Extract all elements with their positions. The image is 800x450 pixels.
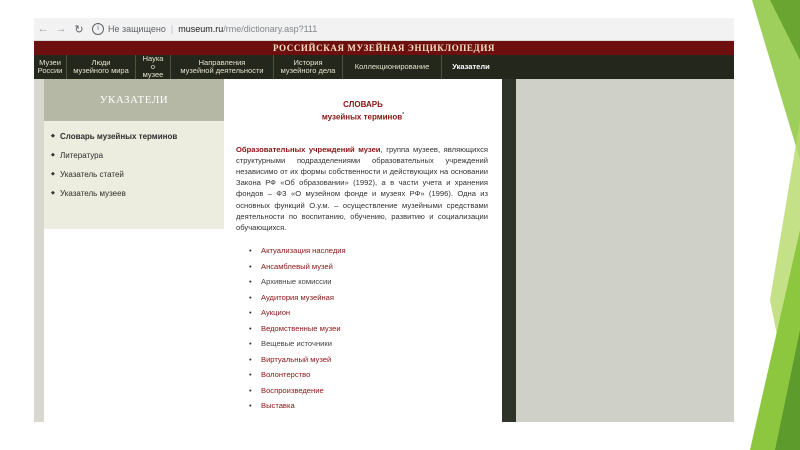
term-heading: Образовательных учреждений музеи — [236, 144, 381, 154]
definition-text: , группа музеев, являющихся структурными подразделениями образовательных учреждений независимо от их формы собственности и действующих на основании Закона РФ «Об образовании» (1992), а в части учета и хранения фондов – ФЗ «О музейном фонде и музеях РФ» (1996). Одна из основных функций О.у.м. – осуществление музейными средствами деятельности по воспитанию, обучению, развитию и социализации обучающихся. — [236, 144, 488, 233]
reload-icon[interactable]: ↻ — [74, 23, 84, 36]
main-nav — [34, 55, 734, 80]
nav-item-label: Коллекционирование — [354, 62, 430, 71]
nav-item-people[interactable] — [67, 55, 136, 79]
url-text[interactable] — [178, 24, 317, 34]
column-divider — [502, 79, 516, 422]
browser-toolbar — [34, 18, 734, 41]
sidebar-heading-box — [44, 79, 224, 121]
title-line-1: СЛОВАРЬ — [343, 100, 383, 109]
site-header — [34, 41, 734, 55]
separator: | — [170, 24, 174, 34]
title-line-2 — [224, 110, 502, 123]
nav-item-indexes[interactable] — [442, 55, 500, 79]
term-link[interactable]: • Виртуальный музей — [249, 352, 502, 368]
sidebar-item-museums[interactable]: ◆ Указатель музеев — [44, 184, 224, 203]
back-icon[interactable]: ← — [37, 23, 49, 35]
right-panel — [516, 79, 734, 422]
info-icon[interactable]: i — [92, 23, 104, 35]
nav-item-label: Направления музейной деятельности — [180, 58, 264, 75]
term-link[interactable]: • Аудитория музейная — [249, 290, 502, 306]
nav-item-label: Люди музейного мира — [73, 58, 129, 75]
term-link[interactable]: • Актуализация наследия — [249, 243, 502, 259]
term-link[interactable]: • Архивные комиссии — [249, 274, 502, 290]
nav-item-label: История музейного дела — [280, 58, 336, 75]
sidebar-menu — [44, 121, 224, 229]
sidebar — [44, 79, 224, 422]
title-mark: * — [402, 112, 405, 118]
address-bar[interactable] — [92, 23, 317, 35]
url-domain: museum.ru — [178, 24, 224, 34]
title-text: музейных терминов — [321, 112, 403, 122]
site-title: РОССИЙСКАЯ МУЗЕЙНАЯ ЭНЦИКЛОПЕДИЯ — [272, 43, 496, 53]
definition-paragraph — [236, 144, 488, 234]
browser-screenshot — [34, 18, 734, 422]
nav-item-label: Наука о музее — [142, 54, 164, 79]
nav-item-label: Указатели — [452, 62, 490, 71]
nav-item-directions[interactable] — [171, 55, 274, 79]
page-title — [224, 99, 502, 123]
sidebar-heading: УКАЗАТЕЛИ — [99, 94, 169, 106]
sidebar-item-articles[interactable]: ◆ Указатель статей — [44, 165, 224, 184]
term-link[interactable]: • Аукцион — [249, 305, 502, 321]
term-link[interactable]: • Ведомственные музеи — [249, 321, 502, 337]
sidebar-item-dictionary[interactable]: ◆ Словарь музейных терминов — [44, 127, 224, 146]
nav-item-collecting[interactable] — [343, 55, 442, 79]
term-link[interactable]: • Волонтерство — [249, 367, 502, 383]
nav-item-label: Музеи России — [37, 58, 63, 75]
security-label: Не защищено — [108, 24, 166, 34]
term-link[interactable]: • Воспроизведение — [249, 383, 502, 399]
nav-item-science[interactable] — [136, 55, 171, 79]
term-link[interactable]: • Ансамблевый музей — [249, 259, 502, 275]
nav-item-museums[interactable] — [34, 55, 67, 79]
forward-icon[interactable]: → — [55, 23, 67, 35]
url-path: /rme/dictionary.asp?111 — [223, 24, 318, 34]
term-link[interactable]: • Выставка — [249, 398, 502, 414]
nav-item-history[interactable] — [274, 55, 343, 79]
sidebar-item-literature[interactable]: ◆ Литература — [44, 146, 224, 165]
term-list — [224, 243, 502, 414]
article — [224, 79, 502, 422]
page-content — [34, 79, 734, 422]
term-link[interactable]: • Вещевые источники — [249, 336, 502, 352]
